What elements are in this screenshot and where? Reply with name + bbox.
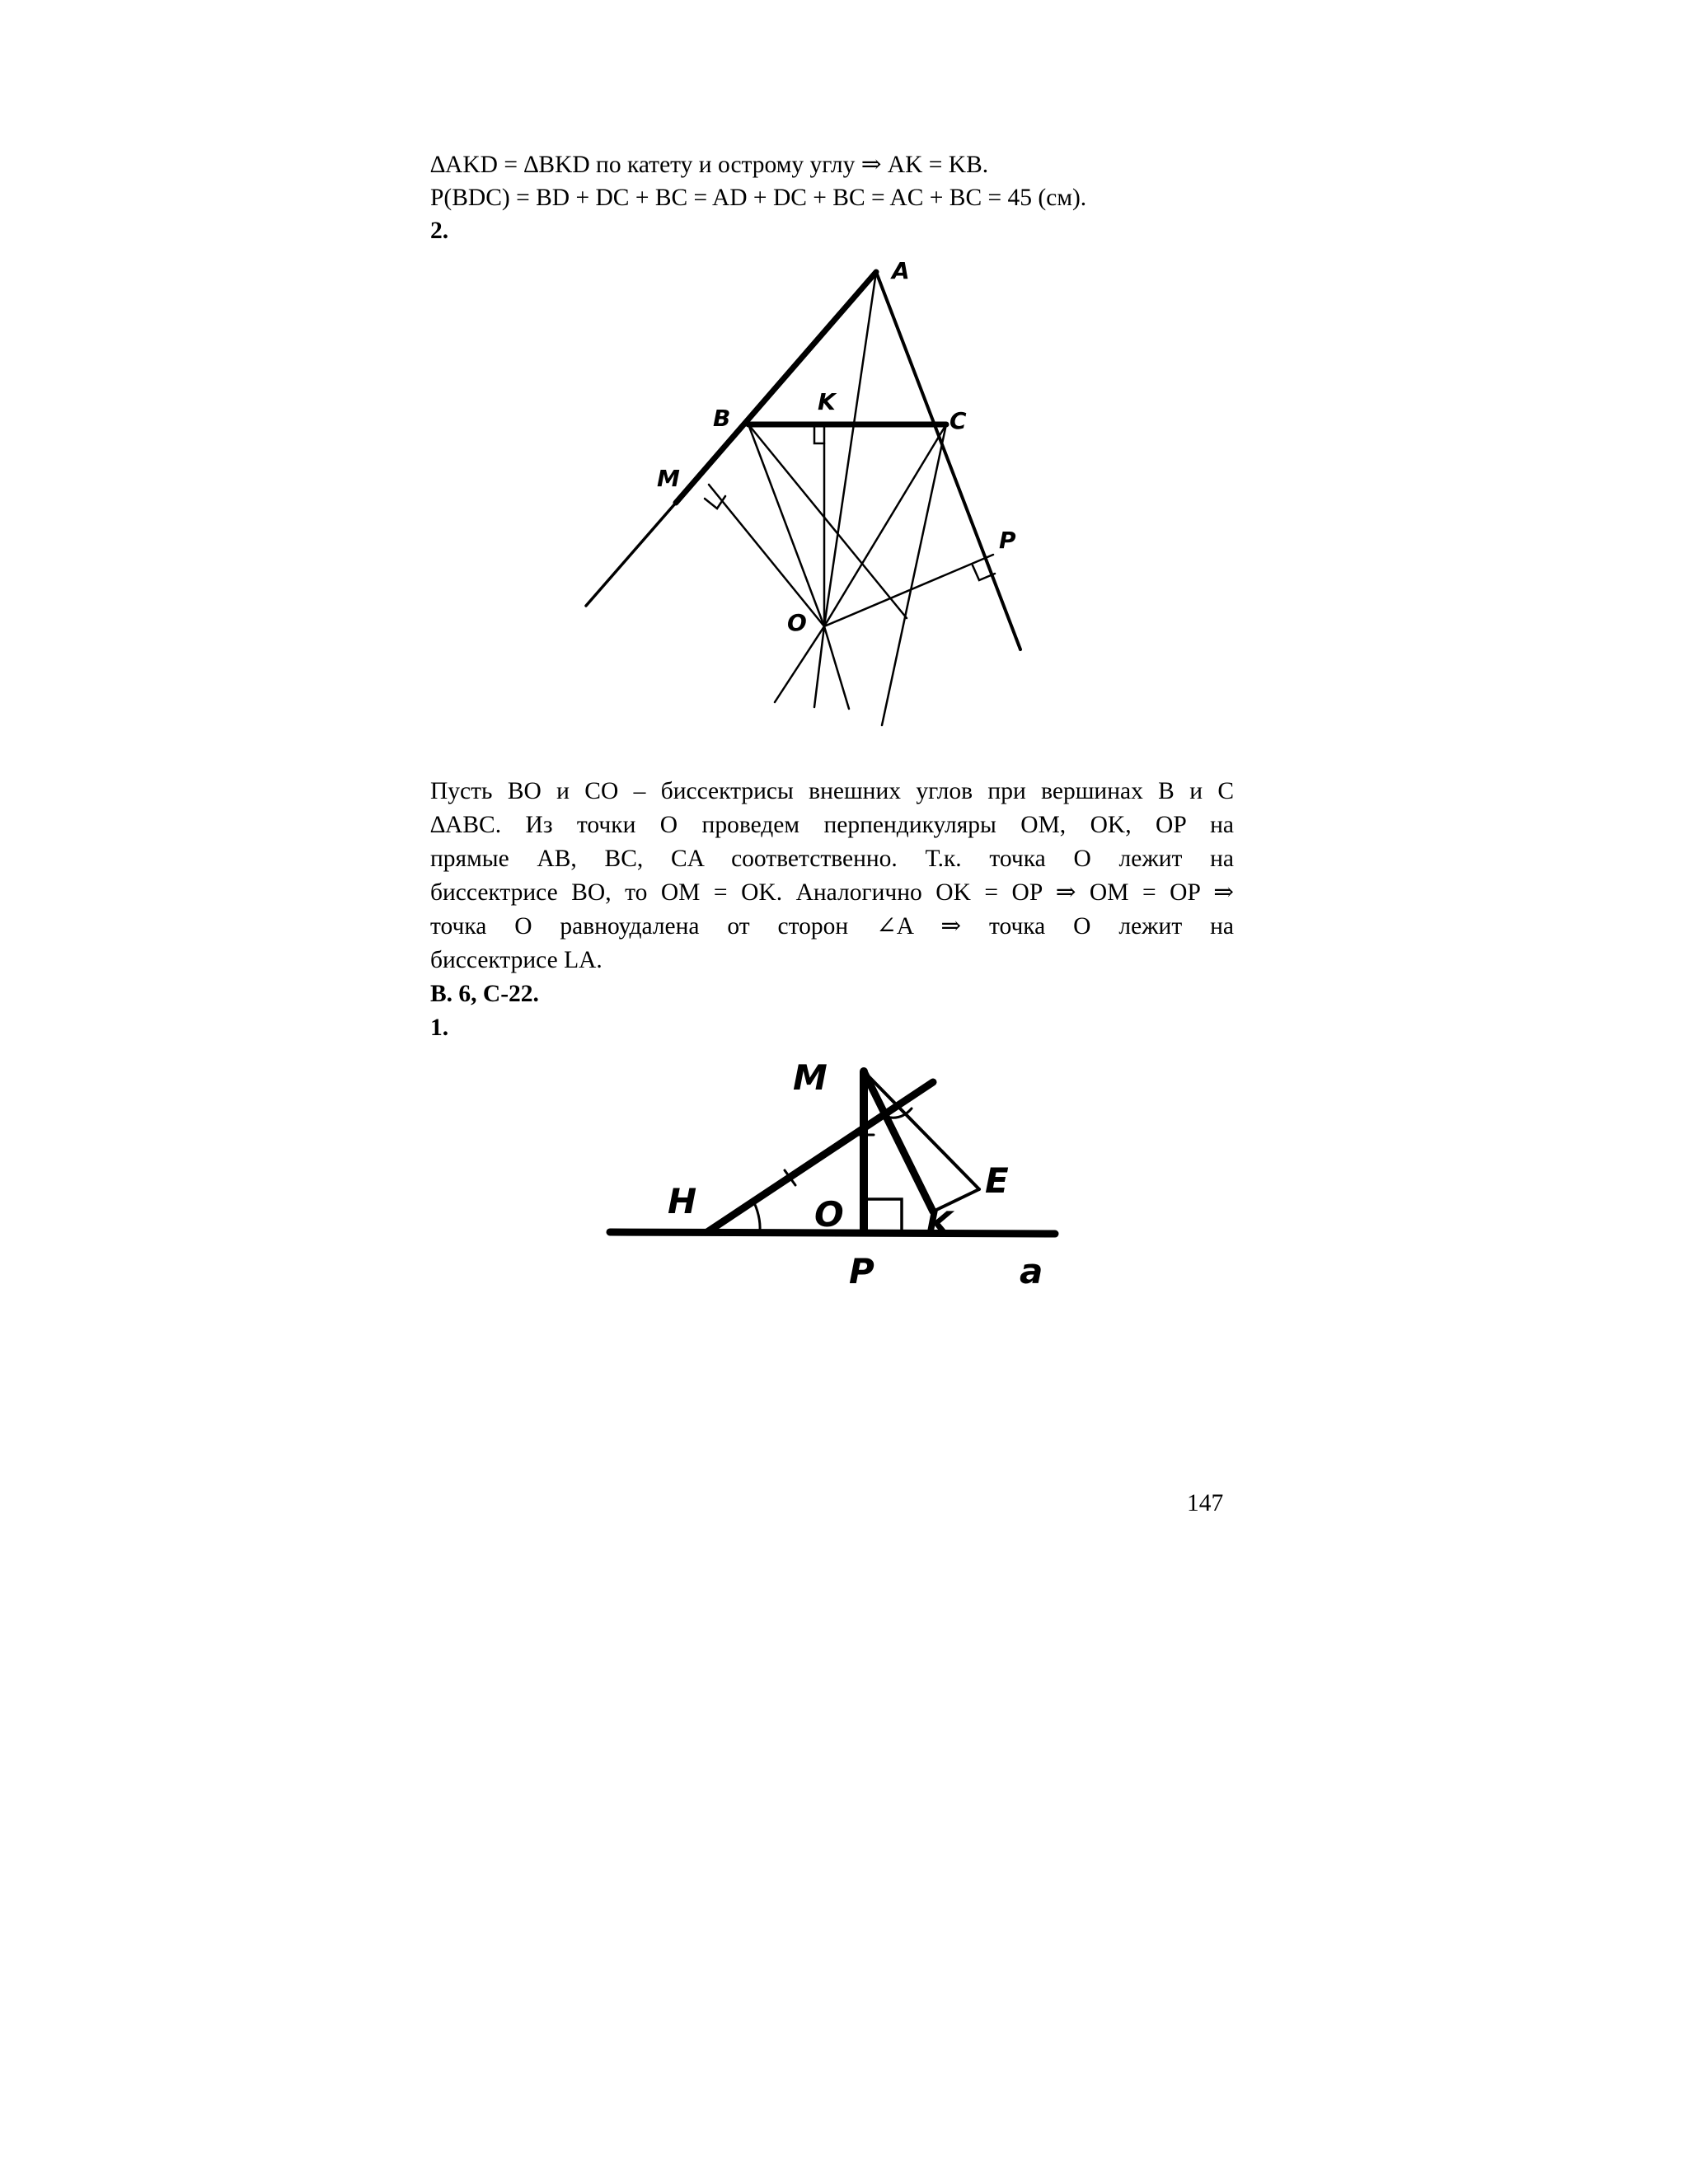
ray-o-right (824, 626, 849, 709)
bisector-bo-extension (748, 424, 907, 618)
section-heading: В. 6, С-22. (430, 981, 539, 1007)
text-paragraph-line-2: ∆ABC. Из точки O проведем перпендикуляры OM, OK, OP на (430, 812, 1234, 838)
label-p: P (849, 1251, 874, 1291)
text-paragraph-line-1: Пусть BO и CO – биссектрисы внешних углов при вершинах B и C (430, 778, 1234, 804)
label-k: K (818, 388, 836, 415)
label-k: K (926, 1204, 953, 1244)
label-o: O (787, 609, 807, 636)
ray-c-down (882, 424, 946, 725)
line-ab-extension (586, 503, 676, 606)
label-b: B (713, 405, 731, 432)
perpendicular-op (824, 555, 993, 626)
problem-number-1: 1. (430, 1015, 449, 1041)
label-o: O (814, 1194, 844, 1235)
label-e: E (985, 1160, 1009, 1201)
text-paragraph-line-6: биссектрисе LA. (430, 947, 603, 973)
side-ab-line (676, 272, 876, 503)
page-number: 147 (1187, 1490, 1224, 1516)
label-a: A (892, 257, 910, 284)
label-h: H (668, 1181, 697, 1221)
figure-perpendicular-construction (610, 1055, 1071, 1434)
text-paragraph-line-3: прямые AB, BC, CA соответственно. Т.к. точка O лежит на (430, 846, 1234, 872)
bisector-bo (748, 424, 824, 626)
side-ac-line (876, 272, 1020, 649)
label-p: P (999, 527, 1016, 554)
label-m: M (657, 465, 680, 492)
figure-bisectors-triangle (569, 231, 1047, 733)
text-line-2: P(BDC) = BD + DC + BC = AD + DC + BC = AC + BC = 45 (см). (430, 185, 1087, 211)
right-angle-mark-p (864, 1199, 902, 1232)
text-line-1: ∆AKD = ∆BKD по катету и острому углу ⇒ AK = KB. (430, 152, 989, 178)
text-paragraph-line-4: биссектрисе BO, то OM = OK. Аналогично OK = OP ⇒ OM = OP ⇒ (430, 879, 1234, 906)
label-c: C (950, 407, 967, 434)
label-m: M (793, 1057, 828, 1098)
label-a: a (1020, 1251, 1043, 1291)
problem-number-2: 2. (430, 218, 449, 244)
right-angle-mark-m (705, 496, 725, 509)
bisector-co (824, 424, 946, 626)
perpendicular-om (709, 485, 824, 626)
text-paragraph-line-5: точка O равноудалена от сторон ∠A ⇒ точка O лежит на (430, 913, 1234, 940)
